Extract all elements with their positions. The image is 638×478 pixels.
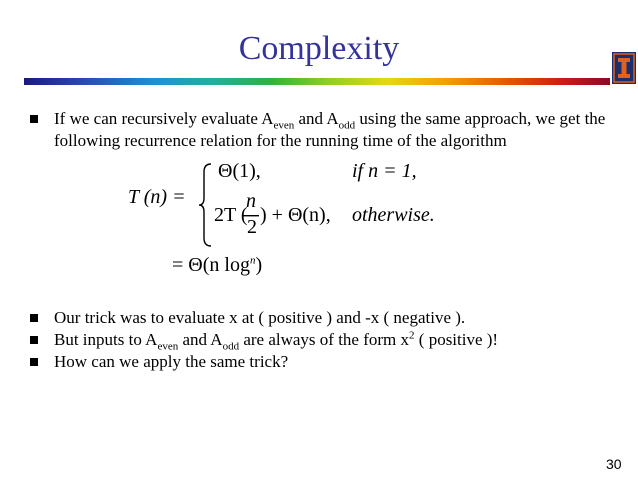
case2-condition: otherwise. xyxy=(352,204,435,226)
result-superscript: n xyxy=(249,254,256,267)
bullet-text-2: Our trick was to evaluate x at ( positive ) and -x ( negative ). xyxy=(54,308,466,327)
subscript-even: even xyxy=(273,119,295,132)
case1-expression: Θ(1), xyxy=(218,160,261,182)
university-logo-icon xyxy=(612,52,636,84)
bullet1-text-c: using the same approach, we get the following recurrence relation for the running time of the algorithm xyxy=(54,109,606,150)
bullet-text-3 xyxy=(54,329,624,351)
formula-lhs: T (n) = xyxy=(128,186,186,208)
page-number: 30 xyxy=(606,456,622,472)
superscript-two: 2 xyxy=(409,329,415,342)
case1-condition: if n = 1, xyxy=(352,160,417,182)
bullet-marker xyxy=(30,314,38,322)
bullet-text-4: How can we apply the same trick? xyxy=(54,352,289,371)
bullet3-text-b: and A xyxy=(178,330,223,349)
bullet3-text-d: ( positive )! xyxy=(414,330,499,349)
bullet-text-1 xyxy=(54,108,624,152)
case2-denominator: 2 xyxy=(247,216,257,238)
result-text: = Θ(n log xyxy=(172,254,250,276)
rainbow-divider xyxy=(24,78,610,85)
bullet-marker xyxy=(30,358,38,366)
subscript-odd: odd xyxy=(338,119,356,132)
bullet1-text-b: and A xyxy=(294,109,339,128)
bullet-marker xyxy=(30,336,38,344)
case2-numerator: n xyxy=(246,190,256,212)
slide-title: Complexity xyxy=(238,30,400,67)
result-close: ) xyxy=(255,254,263,276)
brace-icon xyxy=(198,162,214,248)
bullet-marker xyxy=(30,115,38,123)
subscript-odd: odd xyxy=(222,340,240,353)
bullet3-text-a: But inputs to A xyxy=(54,330,158,349)
formula-result xyxy=(172,254,262,277)
case2-expression-b: ) + Θ(n), xyxy=(260,204,331,226)
case2-expression-a: 2T ( xyxy=(214,204,248,226)
bullet3-text-c: are always of the form x xyxy=(239,330,410,349)
bullet1-text-a: If we can recursively evaluate A xyxy=(54,109,274,128)
subscript-even: even xyxy=(157,340,179,353)
